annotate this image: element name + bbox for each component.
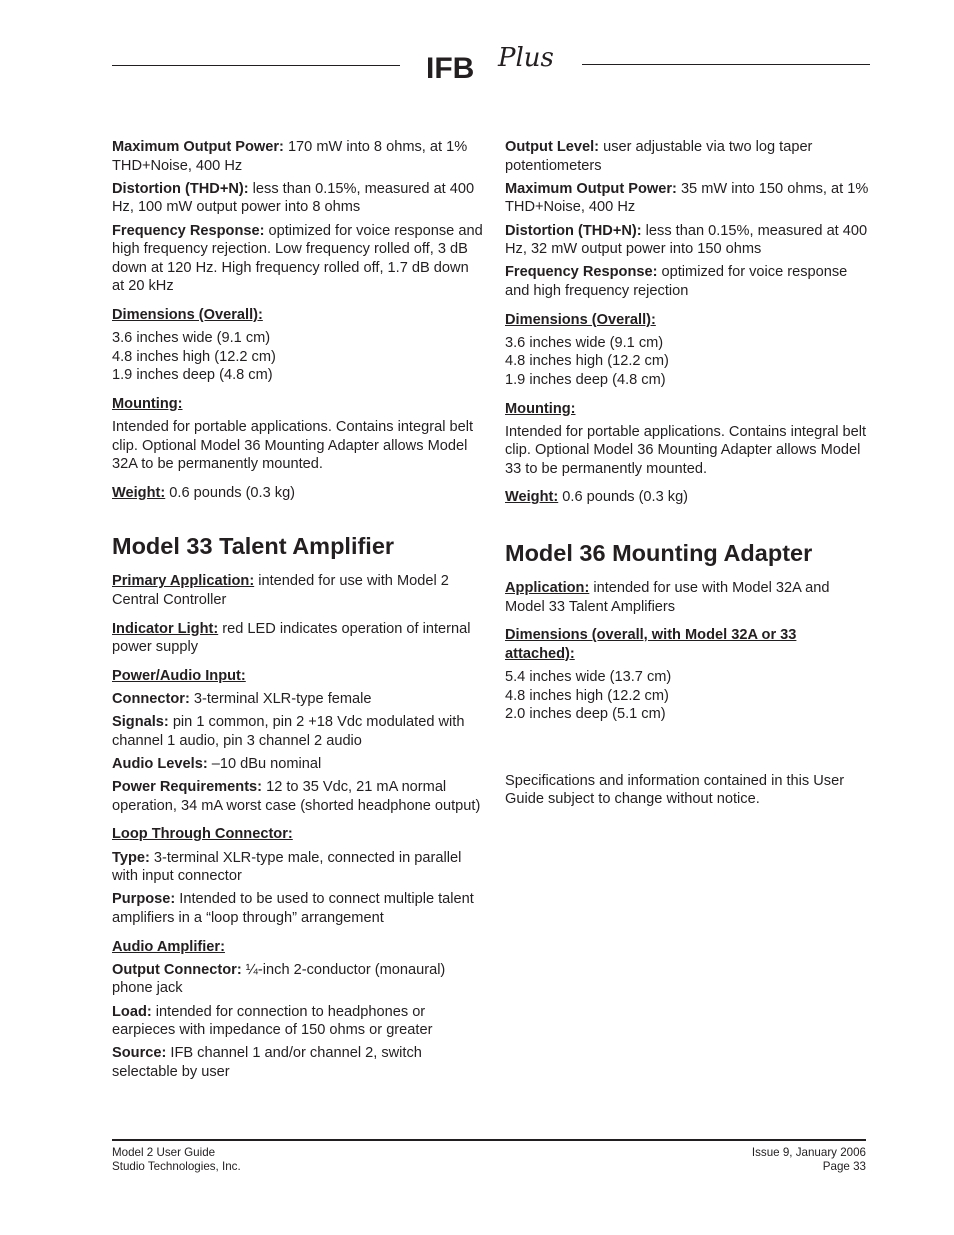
dimension-width: 3.6 inches wide (9.1 cm) <box>112 330 271 347</box>
change-notice: Specifications and information contained in this User Guide subject to change without notice. <box>505 772 845 808</box>
loop-purpose: Purpose: Intended to be used to connect multiple talent amplifiers in a “loop through” arrangement <box>112 891 474 926</box>
spec-output-level: Output Level: user adjustable via two log taper potentiometers <box>505 139 813 174</box>
dimensions-36-heading: Dimensions (overall, with Model 32A or 33 attached): <box>505 627 797 662</box>
left-column <box>112 138 484 1086</box>
spec-max-output-power: Maximum Output Power: 35 mW into 150 ohms, at 1% THD+Noise, 400 Hz <box>505 180 869 216</box>
spec-distortion: Distortion (THD+N): less than 0.15%, measured at 400 Hz, 100 mW output power into 8 ohms <box>112 180 475 216</box>
signals: Signals: pin 1 common, pin 2 +18 Vdc modulated with channel 1 audio, pin 3 channel 2 audio <box>112 714 465 749</box>
dimensions-36-list <box>505 668 870 724</box>
spec-max-output-power: Maximum Output Power: 170 mW into 8 ohms, at 1% THD+Noise, 400 Hz <box>112 139 468 174</box>
footer-issue: Issue 9, January 2006 <box>751 1146 866 1159</box>
footer-page-number: Page 33 <box>822 1160 866 1174</box>
right-column <box>505 138 870 814</box>
dimension-36-height: 4.8 inches high (12.2 cm) <box>505 687 669 704</box>
load: Load: intended for connection to headphones or earpieces with impedance of 150 ohms or greater <box>112 1003 433 1039</box>
source: Source: IFB channel 1 and/or channel 2, switch selectable by user <box>112 1045 422 1080</box>
model-33-title: Model 33 Talent Amplifier <box>112 533 395 560</box>
indicator-light: Indicator Light: red LED indicates operation of internal power supply <box>112 620 471 656</box>
footer-company: Studio Technologies, Inc. <box>112 1160 241 1174</box>
dimension-height: 4.8 inches high (12.2 cm) <box>112 348 276 365</box>
mounting-heading: Mounting: <box>505 400 576 417</box>
dimension-depth: 1.9 inches deep (4.8 cm) <box>505 371 666 388</box>
weight: Weight: 0.6 pounds (0.3 kg) <box>505 489 689 506</box>
model-36-title: Model 36 Mounting Adapter <box>505 540 813 567</box>
footer-guide-title: Model 2 User Guide <box>112 1146 216 1159</box>
loop-type: Type: 3-terminal XLR-type male, connected in parallel with input connector <box>112 849 462 885</box>
dimensions-list <box>505 334 870 390</box>
logo-plus-text: Plus <box>498 43 554 73</box>
dimension-depth: 1.9 inches deep (4.8 cm) <box>112 367 273 384</box>
footer-left <box>112 1146 241 1175</box>
spec-frequency-response: Frequency Response: optimized for voice response and high frequency rejection <box>505 264 848 299</box>
audio-amplifier-heading: Audio Amplifier: <box>112 938 225 955</box>
spec-frequency-response: Frequency Response: optimized for voice response and high frequency rejection. Low frequency rolled off, 3 dB down at 120 Hz. High frequency rolled off, 1.7 dB down at 20 kHz <box>112 222 483 295</box>
footer-rule <box>112 1139 866 1141</box>
mounting-text: Intended for portable applications. Contains integral belt clip. Optional Model 36 Mounting Adapter allows Model 33 to be permanently mounted. <box>505 423 867 477</box>
dimension-height: 4.8 inches high (12.2 cm) <box>505 353 669 370</box>
dimensions-heading: Dimensions (Overall): <box>505 311 656 328</box>
application: Application: intended for use with Model 32A and Model 33 Talent Amplifiers <box>505 580 830 615</box>
power-requirements: Power Requirements: 12 to 35 Vdc, 21 mA normal operation, 34 mA worst case (shorted headphone output) <box>112 779 481 814</box>
weight: Weight: 0.6 pounds (0.3 kg) <box>112 484 296 501</box>
dimension-width: 3.6 inches wide (9.1 cm) <box>505 334 664 351</box>
ifb-plus-logo <box>424 40 564 84</box>
header-rule-right <box>582 64 870 65</box>
power-audio-input-heading: Power/Audio Input: <box>112 667 246 684</box>
output-connector: Output Connector: ¼-inch 2-conductor (monaural) phone jack <box>112 961 446 997</box>
dimensions-list <box>112 329 484 385</box>
logo-ifb-text: IFB <box>426 52 475 84</box>
dimension-36-depth: 2.0 inches deep (5.1 cm) <box>505 706 666 723</box>
dimension-36-width: 5.4 inches wide (13.7 cm) <box>505 669 672 686</box>
primary-application: Primary Application: intended for use with Model 2 Central Controller <box>112 573 449 609</box>
audio-levels: Audio Levels: –10 dBu nominal <box>112 756 322 772</box>
header-rule-left <box>112 65 400 66</box>
spec-distortion: Distortion (THD+N): less than 0.15%, measured at 400 Hz, 32 mW output power into 150 ohms <box>505 222 868 258</box>
mounting-heading: Mounting: <box>112 395 183 412</box>
dimensions-heading: Dimensions (Overall): <box>112 306 263 323</box>
loop-through-heading: Loop Through Connector: <box>112 826 293 843</box>
connector: Connector: 3-terminal XLR-type female <box>112 691 372 708</box>
mounting-text: Intended for portable applications. Contains integral belt clip. Optional Model 36 Mounting Adapter allows Model 32A to be permanently mounted. <box>112 419 474 473</box>
footer-right <box>752 1146 866 1175</box>
